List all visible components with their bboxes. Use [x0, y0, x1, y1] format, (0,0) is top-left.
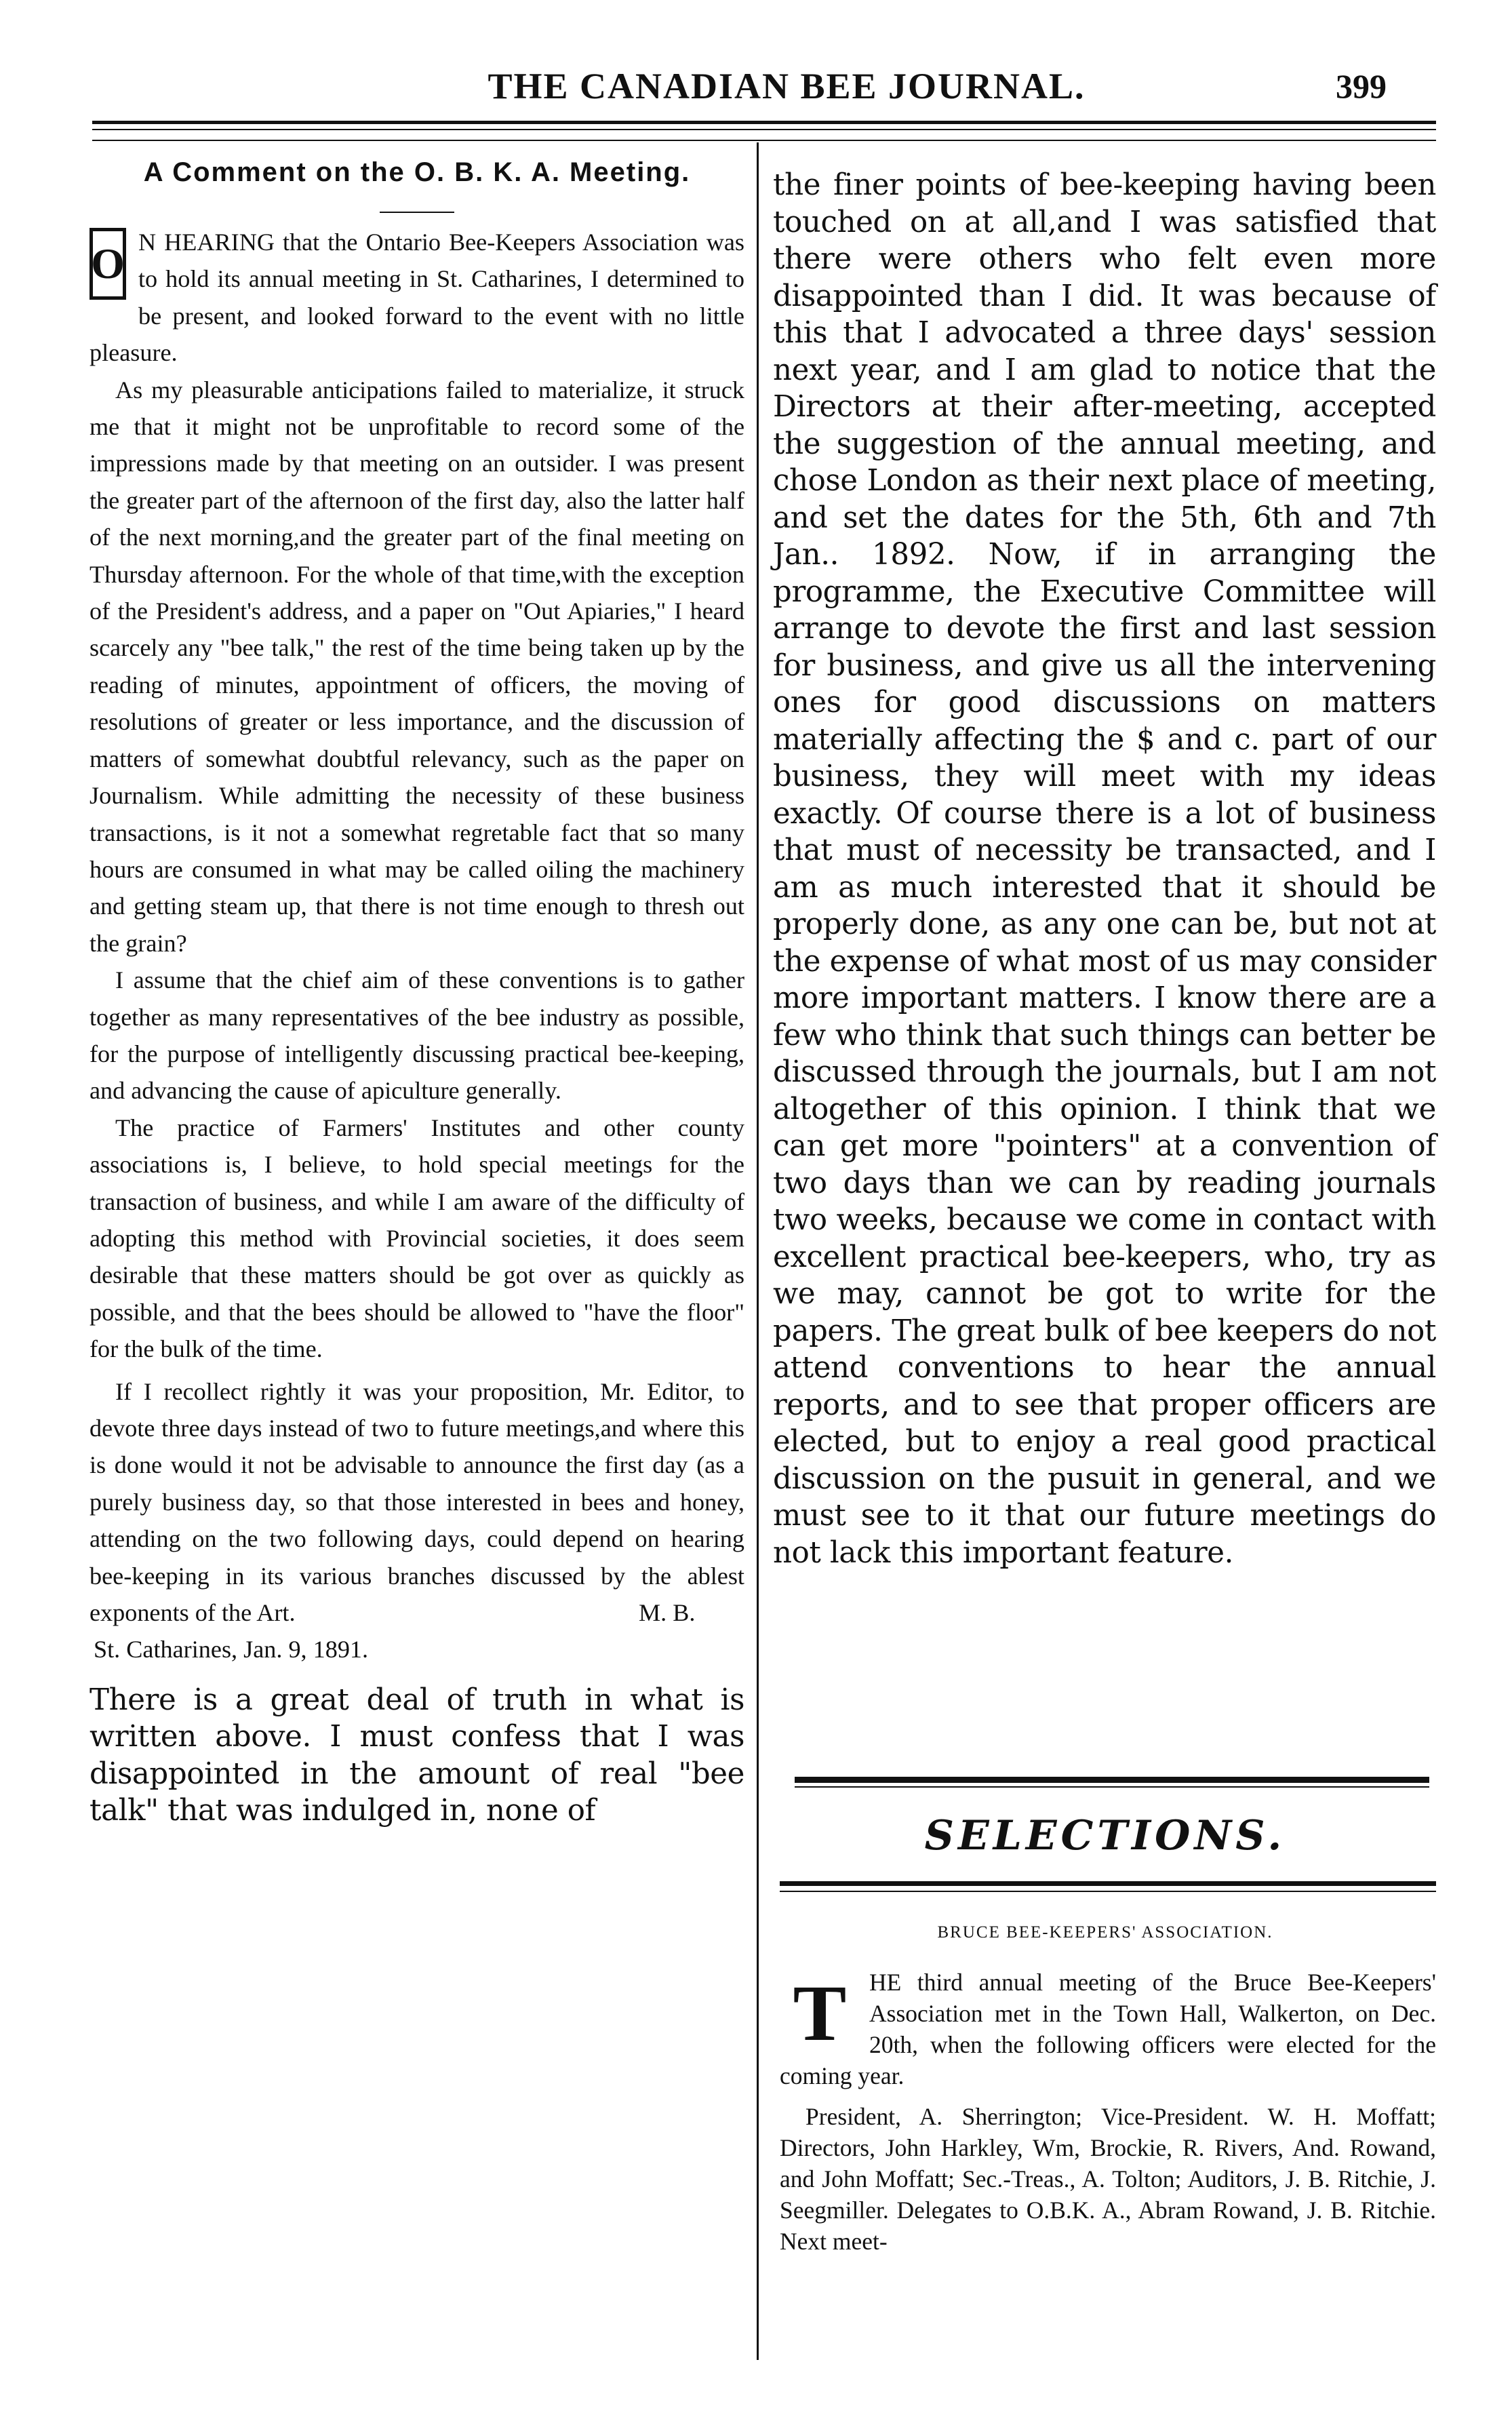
report-body	[780, 1967, 1436, 2257]
bruce-association-report	[780, 1967, 1436, 2257]
selections-subheading: BRUCE BEE-KEEPERS' ASSOCIATION.	[937, 1923, 1273, 1942]
dateline: St. Catharines, Jan. 9, 1891.	[94, 1636, 369, 1664]
signature-line	[89, 1594, 744, 1631]
article-title: A Comment on the O. B. K. A. Meeting.	[143, 157, 691, 187]
author-initials: M. B.	[639, 1599, 696, 1627]
header-rule-thin	[92, 129, 1436, 130]
article-left-column	[89, 224, 744, 1830]
dropcap-o: O	[89, 228, 126, 300]
editor-reply-left: There is a great deal of truth in what is written above. I must confess that I was disappointed in the amount of real "bee talk" that was indulged in, none of	[89, 1682, 744, 1828]
article-paragraph-5: If I recollect rightly it was your proposition, Mr. Editor, to devote three days instead of two to future meetings,and where this is done would it not be advisable to announce the first day (as a purely business day, so that those interested in bees and honey, attending on the two following days, could depend on hearing bee-keeping in its various branches discussed by the ablest exponents of the Art.	[89, 1377, 744, 1627]
selections-rule-top-thin	[795, 1786, 1429, 1788]
selections-heading: SELECTIONS.	[924, 1812, 1286, 1859]
column-divider	[757, 142, 759, 2360]
article-paragraph-1	[89, 224, 744, 372]
article-paragraph-4: The practice of Farmers' Institutes and other county associations is, I believe, to hold special meetings for the transaction of business, and while I am aware of the difficulty of adopting this method with Provincial societies, it does seem desirable that these matters should be got over as quickly as possible, and that the bees should be allowed to "have the floor" for the bulk of the time.	[89, 1114, 744, 1363]
page-number: 399	[1336, 67, 1387, 105]
article-paragraph-3: I assume that the chief aim of these conventions is to gather together as many representatives of the bee industry as possible, for the purpose of intelligently discussing practical bee-keeping, and advancing the cause of apiculture generally.	[89, 966, 744, 1105]
article-paragraph-2: As my pleasurable anticipations failed to materialize, it struck me that it might not be unprofitable to record some of the impressions made by that meeting on an outsider. I was present the greater part of the afternoon of the first day, also the latter half of the next morning,and the greater part of the final meeting on Thursday afternoon. For the whole of that time,with the exception of the President's address, and a paper on "Out Apiaries," I heard scarcely any "bee talk," the rest of the time being taken up by the reading of minutes, appointment of officers, the moving of resolutions of greater or less importance, and the discussion of matters of somewhat doubtful relevancy, such as the paper on Journalism. While admitting the necessity of these business transactions, is it not a somewhat regretable fact that so many hours are consumed in what may be called oiling the machinery and getting steam up, that there is not time enough to thresh out the grain?	[89, 376, 744, 957]
header-rule-thick	[92, 121, 1436, 124]
selections-rule-top-thick	[795, 1777, 1429, 1783]
header-rule-under	[92, 140, 1436, 141]
article-body	[89, 224, 744, 1668]
report-officers: President, A. Sherrington; Vice-President. W. H. Moffatt; Directors, John Harkley, Wm, Brockie, R. Rivers, And. Rowand, and John Moffatt; Sec.-Treas., A. Tolton; Auditors, J. B. Ritchie, J. Seegmiller. Delegates to O.B.K. A., Abram Rowand, J. B. Ritchie. Next meet-	[780, 2103, 1436, 2255]
report-intro	[780, 1967, 1436, 2091]
dropcap-t: T	[793, 1969, 847, 2058]
selections-rule-bottom-thin	[780, 1891, 1436, 1892]
selections-rule-bottom-thick	[780, 1881, 1436, 1886]
report-intro-text: HE third annual meeting of the Bruce Bee-Keepers' Association met in the Town Hall, Walkerton, on Dec. 20th, when the following officers were elected for the coming year.	[780, 1969, 1436, 2089]
paragraph-1-text: N HEARING that the Ontario Bee-Keepers Association was to hold its annual meeting in St. Catharines, I determined to be present, and looked forward to the event with no little pleasure.	[89, 229, 744, 367]
running-head-title: THE CANADIAN BEE JOURNAL.	[488, 66, 1086, 106]
title-short-rule	[380, 212, 454, 213]
article-right-column	[773, 167, 1436, 1571]
editor-reply-right: the finer points of bee-keeping having been touched on at all,and I was satisfied that there were others who felt even more disappointed than I did. It was because of this that I advocated a three days' session next year, and I am glad to notice that the Directors at their after-meeting, accepted the suggestion of the annual meeting, and chose London as their next place of meeting, and set the dates for the 5th, 6th and 7th Jan.. 1892. Now, if in arranging the programme, the Executive Committee will arrange to devote the first and last session for business, and give us all the intervening ones for good discussions on matters materially affecting the $ and c. part of our business, they will meet with my ideas exactly. Of course there is a lot of business that must of necessity be transacted, and I am as much interested that it should be properly done, as any one can be, but not at the expense of what most of us may consider more important matters. I know there are a few who think that such things can better be discussed through the journals, but I am not altogether of this opinion. I think that we can get more "pointers" at a convention of two days than we can by reading journals two weeks, because we come in contact with excellent practical bee-keepers, who, try as we may, cannot be got to write for the papers. The great bulk of bee keepers do not attend conventions to hear the annual reports, and to see that proper officers are elected, but to enjoy a real good practical discussion on the pusuit in general, and we must see to it that our future meetings do not lack this important feature.	[773, 168, 1436, 1570]
